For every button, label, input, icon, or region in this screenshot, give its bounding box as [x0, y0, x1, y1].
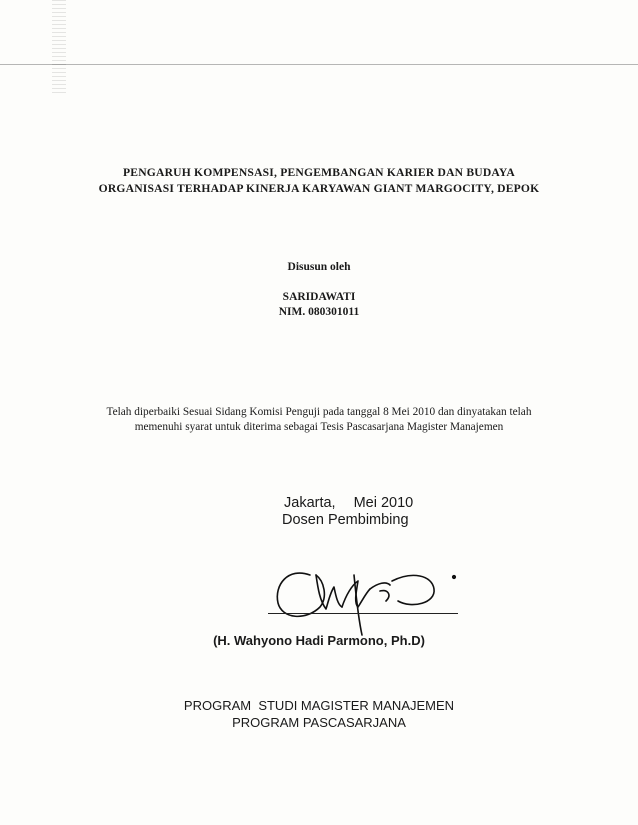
place-date [284, 494, 413, 513]
supervisor-name: (H. Wahyono Hadi Parmono, Ph.D) [213, 633, 425, 648]
date-text: Mei 2010 [353, 495, 414, 511]
author-nim: NIM. 080301011 [278, 306, 360, 318]
program-line-2: PROGRAM PASCASARJANA [232, 715, 406, 730]
signature-line [268, 613, 458, 614]
program-block [0, 697, 638, 731]
title-line-1: PENGARUH KOMPENSASI, PENGEMBANGAN KARIER DAN BUDAYA [123, 166, 515, 179]
program-line-1: PROGRAM STUDI MAGISTER MANAJEMEN [183, 698, 455, 713]
supervisor-role: Dosen Pembimbing [282, 512, 409, 528]
title-line-2: ORGANISASI TERHADAP KINERJA KARYAWAN GIANT MARGOCITY, DEPOK [98, 182, 540, 195]
author-block [0, 290, 638, 320]
prepared-by-label: Disusun oleh [287, 261, 351, 273]
scan-fold-line [0, 64, 638, 65]
author-name: SARIDAWATI [282, 291, 356, 303]
statement-line-2: memenuhi syarat untuk diterima sebagai Tesis Pascasarjana Magister Manajemen [134, 421, 504, 433]
place-text: Jakarta, [284, 495, 336, 511]
handwritten-signature [262, 545, 462, 640]
approval-statement [40, 405, 598, 435]
thesis-title [40, 165, 598, 197]
scan-artifact [52, 0, 66, 96]
statement-line-1: Telah diperbaiki Sesuai Sidang Komisi Penguji pada tanggal 8 Mei 2010 dan dinyatakan telah [106, 406, 532, 418]
